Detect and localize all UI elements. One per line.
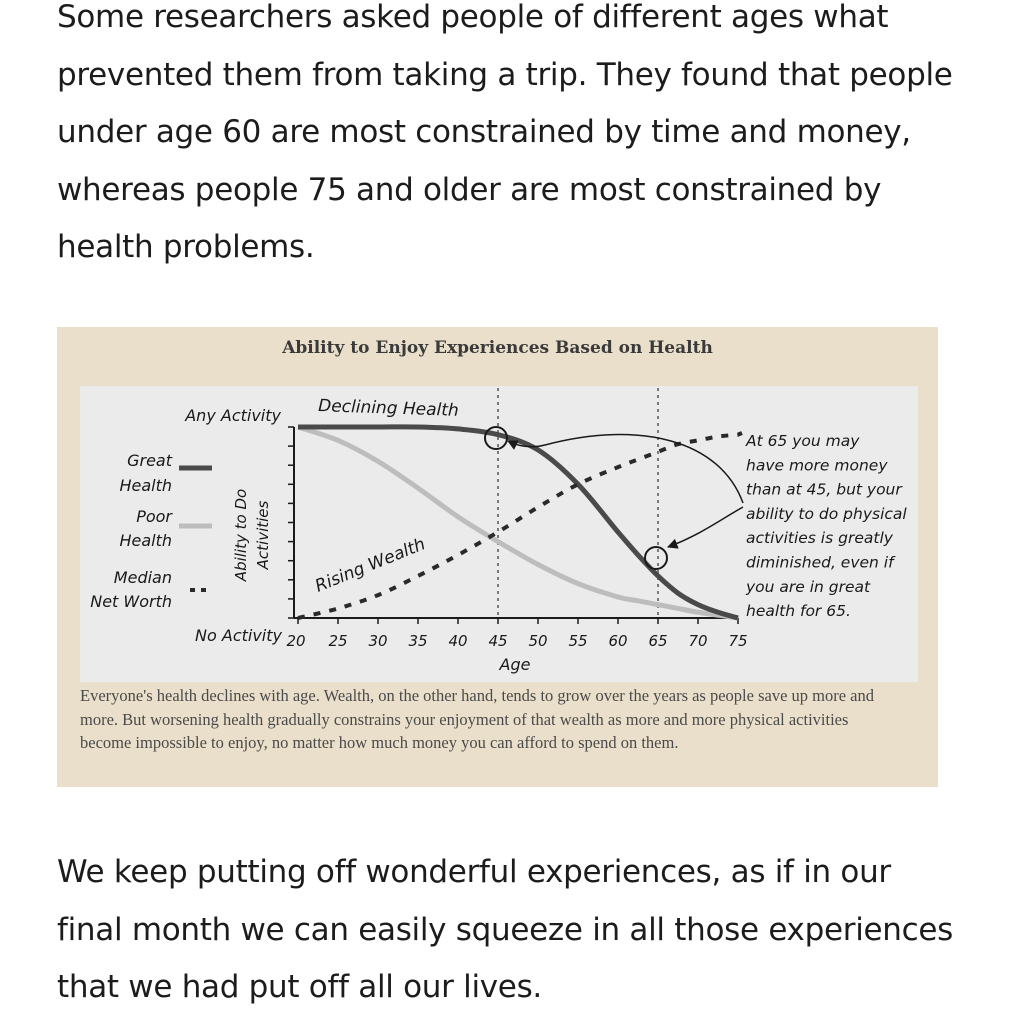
x-tick-label-30: 30 bbox=[368, 632, 388, 650]
note-line: diminished, even if bbox=[746, 553, 894, 572]
legend-label-net-worth: Median bbox=[113, 568, 172, 587]
x-tick-label-25: 25 bbox=[328, 632, 348, 650]
x-tick-label-70: 70 bbox=[688, 632, 708, 650]
note-line: At 65 you may bbox=[746, 432, 860, 450]
legend-label-great-health: Great bbox=[127, 451, 172, 470]
legend-label-poor-health-2: Health bbox=[119, 531, 172, 550]
y-axis-label: Ability to Do bbox=[232, 488, 250, 582]
annotation-declining-health: Declining Health bbox=[317, 396, 460, 421]
x-tick-label-65: 65 bbox=[648, 632, 668, 650]
legend-label-great-health-2: Health bbox=[119, 476, 172, 495]
x-tick-label-55: 55 bbox=[568, 632, 588, 650]
note-line: activities is greatly bbox=[746, 529, 893, 548]
intro-paragraph: Some researchers asked people of different ages what prevented them from taking a trip. They found that people under age 60 are most constrained by time and money, whereas people 75 and older are most constrained by health problems. bbox=[57, 0, 953, 265]
x-tick-label-20: 20 bbox=[286, 632, 306, 650]
x-axis-label: Age bbox=[499, 655, 531, 674]
y-axis-label-2: Activities bbox=[254, 500, 272, 570]
outro-paragraph: We keep putting off wonderful experiences, as if in our final month we can easily squeeze in all those experiences that we had put off all our lives. bbox=[57, 854, 953, 1005]
figure-caption: Everyone's health declines with age. Wealth, on the other hand, tends to grow over the years as people save up more and more. But worsening health gradually constrains your enjoyment of that wealth as more and more physical activities become impossible to enjoy, no matter how much money you can afford to spend on them. bbox=[80, 686, 875, 752]
x-tick-label-75: 75 bbox=[728, 632, 748, 650]
x-tick-label-45: 45 bbox=[488, 632, 508, 650]
annotation-rising-wealth: Rising Wealth bbox=[312, 534, 429, 597]
note-line: have more money bbox=[746, 456, 888, 475]
note-line: than at 45, but your bbox=[746, 480, 902, 499]
y-top-label: Any Activity bbox=[185, 406, 281, 425]
note-line: ability to do physical bbox=[746, 504, 907, 523]
chart-title: Ability to Enjoy Experiences Based on Health bbox=[282, 338, 713, 358]
x-tick-label-50: 50 bbox=[528, 632, 548, 650]
x-tick-label-60: 60 bbox=[608, 632, 628, 650]
y-bottom-label: No Activity bbox=[195, 626, 282, 645]
legend-label-net-worth-2: Net Worth bbox=[90, 592, 172, 611]
note-line: health for 65. bbox=[746, 602, 851, 621]
legend-label-poor-health: Poor bbox=[136, 507, 172, 526]
x-tick-label-35: 35 bbox=[408, 632, 428, 650]
note-line: you are in great bbox=[746, 577, 871, 596]
x-tick-label-40: 40 bbox=[448, 632, 468, 650]
